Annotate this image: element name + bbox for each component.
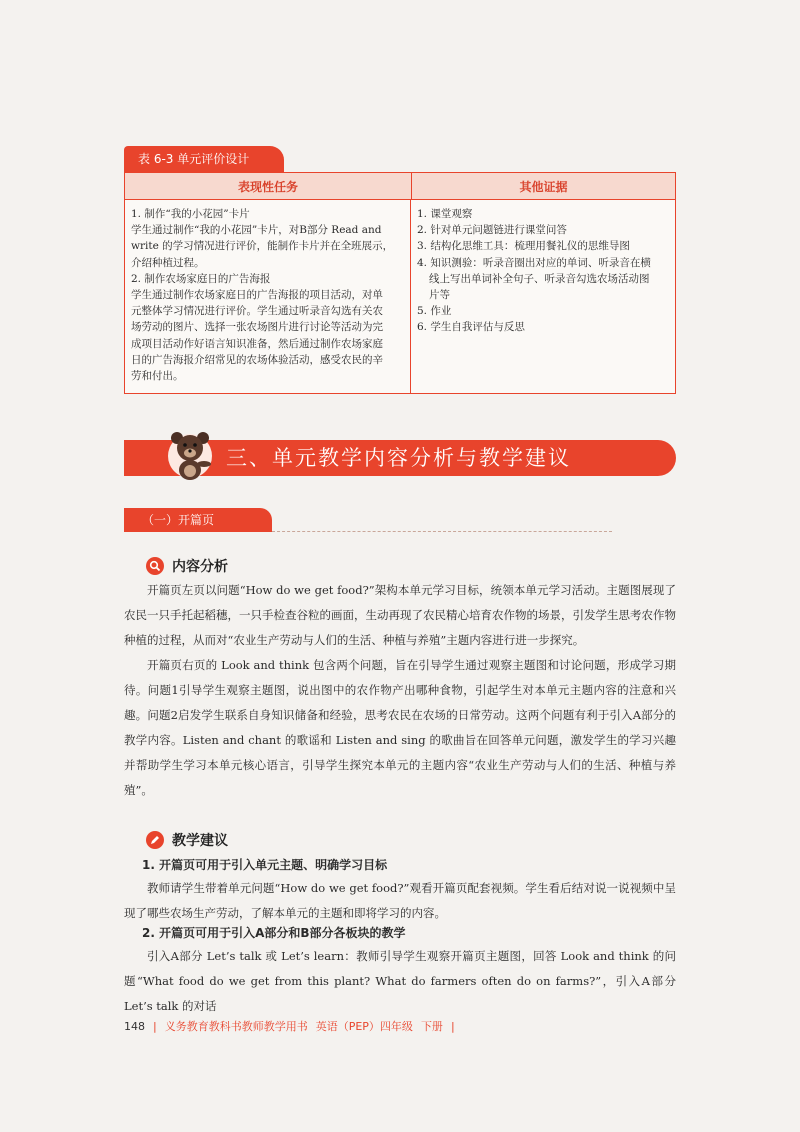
cell-line: 介绍种植过程。 [131,256,205,269]
cell-line: 1. 课堂观察 [417,208,473,220]
book-subject: 英语（PEP）四年级 [315,1020,413,1033]
subsection-tab: （一）开篇页 [124,508,272,532]
cell-line: 日的广告海报介绍常见的农场体验活动，感受农民的辛 [131,353,383,366]
evaluation-table [124,172,676,394]
book-volume: 下册 [420,1020,443,1033]
page-footer [124,1018,463,1034]
cell-line: 线上写出单词补全句子、听录音勾选农场活动图 [429,272,650,285]
content-analysis-body [124,578,676,803]
cell-line: 元整体学习情况进行评价。学生通过听录音勾选有关农 [131,305,383,318]
book-title: 义务教育教科书教师教学用书 [164,1020,308,1033]
table-header-row [125,173,675,200]
cell-line: 学生通过制作“我的小花园”卡片，对B部分 Read and [131,224,382,237]
footer-separator: | [153,1019,157,1033]
paragraph: 开篇页右页的 Look and think 包含两个问题，旨在引导学生通过观察主题图和讨论问题，形成学习期待。问题1引导学生观察主题图，说出图中的农作物产出哪种食物，引起学生对本单元主题内容的注意和兴趣。问题2启发学生联系自身知识储备和经验，思考农民在农场的日常劳动。这两个问题有利于引入A部分的教学内容。Listen and chant 的歌谣和 Listen and sing 的歌曲旨在回答单元问题，激发学生的学习兴趣并帮助学生学习本单元核心语言，引导学生探究本单元的主题内容“农业生产劳动与人们的生活、种植与养殖”。 [124,658,676,797]
magnifier-icon [146,557,164,575]
section-title: 三、单元教学内容分析与教学建议 [226,446,571,470]
teaching-item-2-title: 2. 开篇页可用于引入A部分和B部分各板块的教学 [142,926,406,940]
cell-line: 1. 制作“我的小花园”卡片 [131,208,250,220]
cell-line: 2. 制作农场家庭日的广告海报 [131,272,271,285]
teaching-suggestions-title: 教学建议 [172,833,228,849]
cell-line: 场劳动的图片、选择一张农场图片进行讨论等活动为完 [131,321,383,334]
paragraph: 开篇页左页以问题“How do we get food?”架构本单元学习目标，统领本单元学习活动。主题图展现了农民一只手托起稻穗，一只手检查谷粒的画面，生动再现了农民精心培育农作物的场景，引发学生思考农作物种植的过程，从而对“农业生产劳动与人们的生活、种植与养殖”主题内容进行进一步探究。 [124,583,676,647]
content-analysis-heading [146,556,228,576]
teaching-item-1-title: 1. 开篇页可用于引入单元主题、明确学习目标 [142,858,388,872]
teaching-item-2-body [124,944,676,1019]
content-analysis-title: 内容分析 [172,559,228,575]
cell-line: 片等 [429,289,450,302]
dashed-divider [272,531,612,532]
cell-line: write 的学习情况进行评价，能制作卡片并在全班展示， [131,240,394,253]
cell-line: 5. 作业 [417,305,452,318]
other-evidence-cell [411,200,675,393]
cell-line: 6. 学生自我评估与反思 [417,321,525,334]
column-header-performance-tasks: 表现性任务 [125,173,412,199]
table-body-row [125,200,675,393]
column-header-other-evidence: 其他证据 [519,179,568,194]
cell-line: 4. 知识测验：听录音圈出对应的单词、听录音在横 [417,256,651,269]
performance-tasks-cell [125,200,411,393]
cell-line: 3. 结构化思维工具：梳理用餐礼仪的思维导图 [417,240,630,253]
cell-line: 劳和付出。 [131,370,184,383]
table-caption: 表 6-3 单元评价设计 [124,146,284,172]
footer-separator: | [450,1019,455,1033]
pencil-icon [146,831,164,849]
teaching-suggestions-heading [146,830,228,850]
page-number: 148 [124,1019,145,1033]
cell-line: 成项目活动作好语言知识准备，然后通过制作农场家庭 [131,337,383,350]
paragraph: 教师请学生带着单元问题“How do we get food?”观看开篇页配套视频。学生看后结对说一说视频中呈现了哪些农场生产劳动，了解本单元的主题和即将学习的内容。 [124,881,676,920]
bear-mascot-icon [160,424,220,484]
cell-line: 学生通过制作农场家庭日的广告海报的项目活动，对单 [131,289,383,302]
teaching-item-1-body [124,876,676,926]
cell-line: 2. 针对单元问题链进行课堂问答 [417,224,567,237]
paragraph: 引入A部分 Let’s talk 或 Let’s learn：教师引导学生观察开篇页主题图，回答 Look and think 的问题“What food do we get from this plant? What do farmers often do on farms?”，引入A部分 Let’s talk 的对话 [124,949,676,1013]
